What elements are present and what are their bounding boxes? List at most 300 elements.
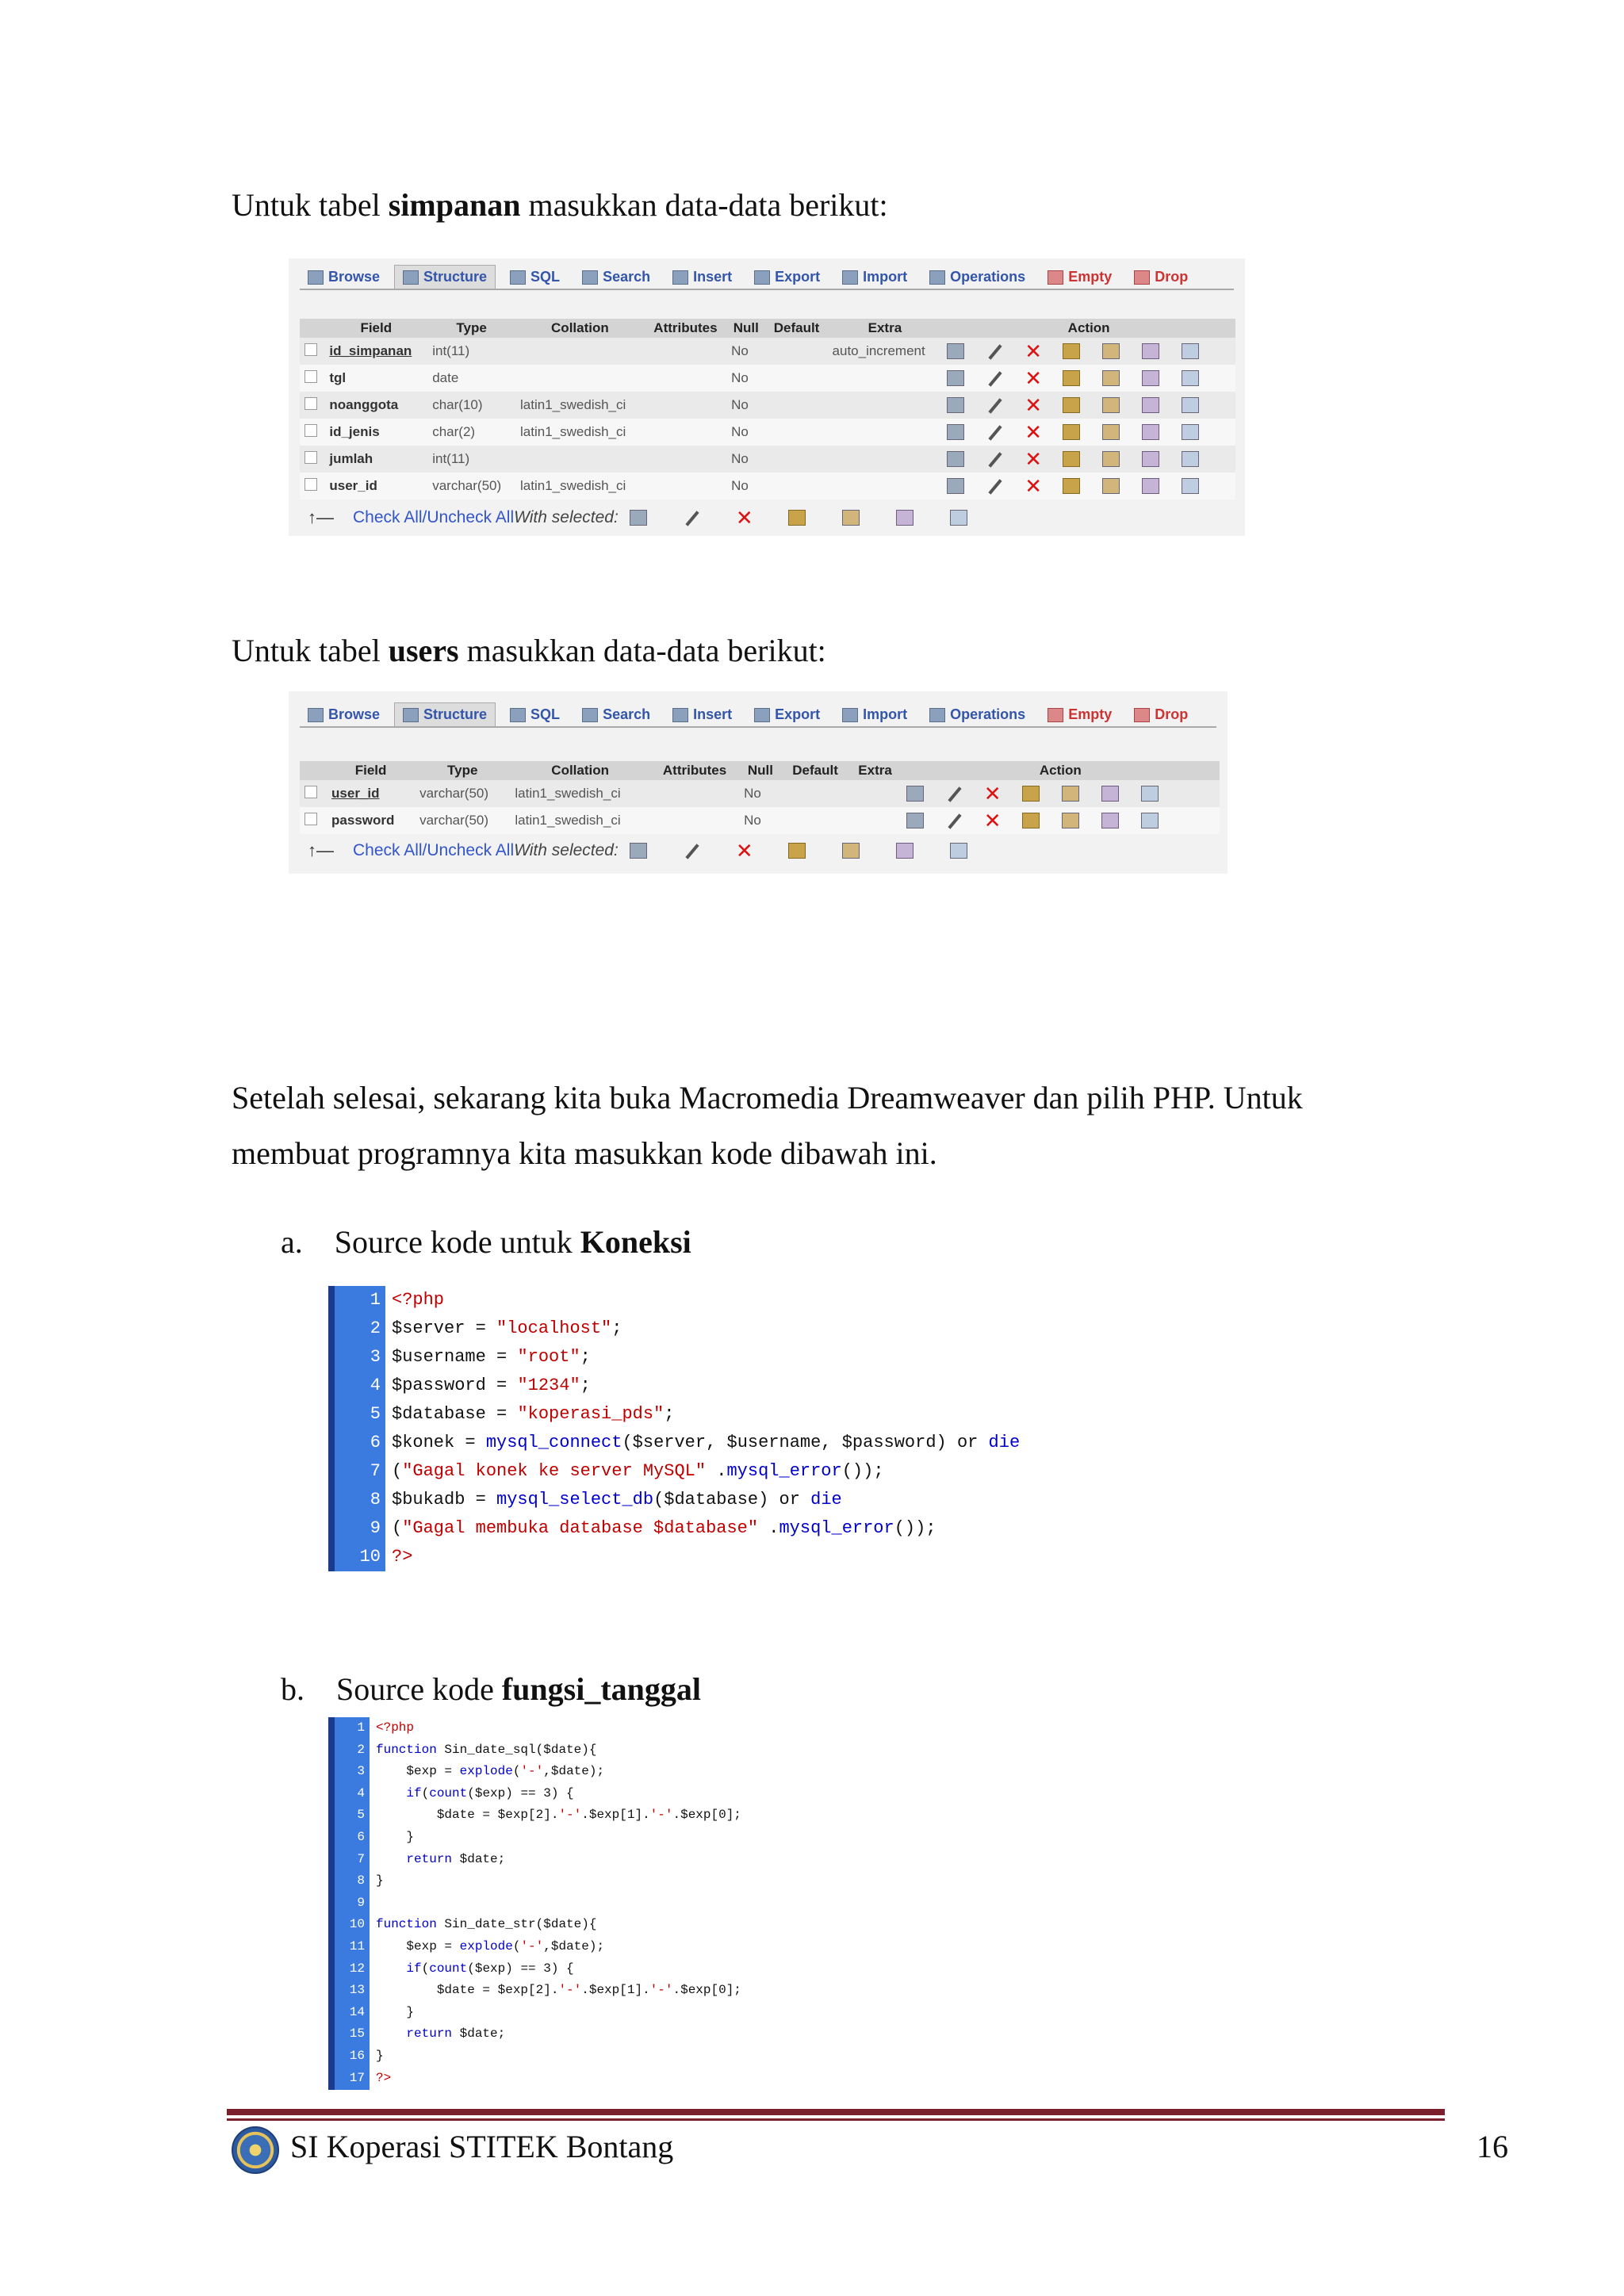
browse-distinct-icon[interactable] <box>947 424 964 440</box>
table-row <box>300 392 1235 419</box>
cell-default <box>766 419 828 446</box>
tab-export[interactable] <box>746 703 828 726</box>
fulltext-icon[interactable] <box>1182 370 1199 386</box>
text: Untuk tabel <box>232 633 389 668</box>
action-icons <box>906 786 1215 802</box>
line-number: 9 <box>370 1518 381 1538</box>
action-cell <box>942 392 1235 419</box>
unique-icon[interactable] <box>1062 786 1079 802</box>
index-icon[interactable] <box>1142 397 1159 413</box>
code-line: $server = "localhost"; <box>392 1318 622 1338</box>
cell-field: jumlah <box>324 446 427 473</box>
column-header: Null <box>739 761 782 780</box>
tab-label: Import <box>863 269 908 285</box>
tab-label: Structure <box>423 706 488 722</box>
row-select-cell <box>300 392 324 419</box>
code-line: $bukadb = mysql_select_db($database) or die <box>392 1490 842 1510</box>
edit-icon[interactable] <box>986 451 1002 467</box>
browse-distinct-icon[interactable] <box>630 510 647 526</box>
table-row <box>300 419 1235 446</box>
pma-structure-users <box>289 691 1228 874</box>
unique-icon[interactable] <box>1102 370 1120 386</box>
index-icon[interactable] <box>1142 370 1159 386</box>
code-line: return $date; <box>406 2026 506 2042</box>
list-marker: a. <box>281 1224 303 1260</box>
drop-icon[interactable] <box>1025 452 1040 466</box>
unique-icon[interactable] <box>1102 478 1120 494</box>
line-number: 7 <box>357 1851 365 1866</box>
code-line: ("Gagal membuka database $database" .mysql_error()); <box>392 1518 936 1538</box>
bulk-action-icons <box>630 843 967 859</box>
table-name-users: users <box>388 633 459 668</box>
code-line: <?php <box>392 1290 445 1310</box>
code-line: $konek = mysql_connect($server, $username, $password) or die <box>392 1433 1021 1452</box>
tab-label: Drop <box>1155 269 1189 285</box>
edit-icon[interactable] <box>684 843 699 859</box>
table-row <box>300 473 1235 499</box>
column-header: Collation <box>510 761 650 780</box>
footer-rule <box>227 2109 1445 2115</box>
check-all-link[interactable]: Check All <box>353 508 423 526</box>
text: Source kode untuk <box>334 1224 580 1260</box>
action-icons <box>947 451 1231 467</box>
cell-collation <box>515 338 645 365</box>
fulltext-icon[interactable] <box>950 843 967 859</box>
code-line: $exp = explode('-',$date); <box>376 1939 605 1954</box>
code-line: <?php <box>376 1720 415 1735</box>
cell-default <box>766 365 828 392</box>
import-icon <box>842 270 858 285</box>
table-row <box>300 807 1220 834</box>
edit-icon[interactable] <box>684 510 699 526</box>
line-number: 4 <box>357 1785 365 1800</box>
operations-icon <box>929 708 945 722</box>
cell-collation: latin1_swedish_ci <box>515 392 645 419</box>
fulltext-icon[interactable] <box>1141 813 1159 828</box>
tab-label: Insert <box>693 269 733 285</box>
primary-key-icon[interactable] <box>1022 813 1040 828</box>
line-number: 1 <box>370 1290 381 1310</box>
primary-key-icon[interactable] <box>788 510 806 526</box>
cell-null: No <box>726 365 765 392</box>
cell-attributes <box>645 365 726 392</box>
row-select-cell <box>300 780 327 807</box>
check-row <box>308 840 967 861</box>
unique-icon[interactable] <box>842 843 860 859</box>
fulltext-icon[interactable] <box>1182 397 1199 413</box>
import-icon <box>842 708 858 722</box>
line-number: 2 <box>370 1318 381 1338</box>
line-number: 11 <box>349 1939 365 1954</box>
code-line: $date = $exp[2].'-'.$exp[1].'-'.$exp[0]; <box>376 1808 741 1823</box>
tab-operations[interactable] <box>921 266 1033 289</box>
unique-icon[interactable] <box>1102 451 1120 467</box>
cell-attributes <box>645 446 726 473</box>
column-header <box>300 761 327 780</box>
table-row <box>300 446 1235 473</box>
line-number: 1 <box>357 1720 365 1735</box>
row-select-cell <box>300 365 324 392</box>
tab-operations[interactable] <box>921 703 1033 726</box>
drop-icon[interactable] <box>1025 398 1040 412</box>
list-item-a <box>281 1215 691 1270</box>
row-select-cell <box>300 473 324 499</box>
index-icon[interactable] <box>1101 813 1119 828</box>
fulltext-icon[interactable] <box>1182 451 1199 467</box>
fulltext-icon[interactable] <box>1182 343 1199 359</box>
drop-icon <box>1134 708 1150 722</box>
tab-search[interactable] <box>574 266 658 289</box>
index-icon[interactable] <box>896 510 914 526</box>
cell-type: date <box>427 365 515 392</box>
column-header: Field <box>324 319 427 338</box>
action-cell <box>902 780 1220 807</box>
row-checkbox[interactable] <box>304 397 317 410</box>
tab-browse[interactable] <box>300 703 388 726</box>
tab-drop[interactable] <box>1126 266 1196 289</box>
browse-distinct-icon[interactable] <box>947 397 964 413</box>
action-cell <box>902 807 1220 834</box>
cell-collation: latin1_swedish_ci <box>515 419 645 446</box>
search-icon <box>582 708 598 722</box>
row-checkbox[interactable] <box>304 451 317 464</box>
cell-type: int(11) <box>427 446 515 473</box>
primary-key-icon[interactable] <box>1063 478 1080 494</box>
line-number: 12 <box>349 1961 365 1976</box>
line-number: 2 <box>357 1742 365 1757</box>
cell-attributes <box>645 419 726 446</box>
row-checkbox[interactable] <box>304 478 317 491</box>
tab-label: Search <box>603 269 651 285</box>
cell-null: No <box>726 392 765 419</box>
tab-empty[interactable] <box>1040 266 1120 289</box>
tab-export[interactable] <box>746 266 828 289</box>
cell-extra <box>828 392 943 419</box>
line-number: 7 <box>370 1461 381 1481</box>
structure-table-simpanan <box>300 319 1235 499</box>
action-icons <box>947 397 1231 413</box>
action-icons <box>947 424 1231 440</box>
drop-icon[interactable] <box>736 844 752 858</box>
structure-icon <box>403 708 419 722</box>
table-row <box>300 780 1220 807</box>
drop-icon[interactable] <box>1025 344 1040 358</box>
browse-icon <box>308 708 324 722</box>
index-icon[interactable] <box>1101 786 1119 802</box>
primary-key-icon[interactable] <box>1063 397 1080 413</box>
table-row <box>300 365 1235 392</box>
index-icon[interactable] <box>896 843 914 859</box>
pma-structure-simpanan <box>289 258 1245 536</box>
row-select-cell <box>300 807 327 834</box>
line-number: 8 <box>357 1873 365 1888</box>
cell-collation: latin1_swedish_ci <box>510 780 650 807</box>
code-line: $date = $exp[2].'-'.$exp[1].'-'.$exp[0]; <box>376 1983 741 1998</box>
page-number: 16 <box>1477 2129 1508 2164</box>
primary-key-icon[interactable] <box>1063 424 1080 440</box>
column-header: Default <box>766 319 828 338</box>
tab-label: Browse <box>328 706 381 722</box>
export-icon <box>754 708 770 722</box>
cell-default <box>782 780 849 807</box>
unique-icon[interactable] <box>1102 424 1120 440</box>
line-number: 15 <box>349 2026 365 2042</box>
line-number: 14 <box>349 2004 365 2019</box>
sql-icon <box>510 270 526 285</box>
bold-term: Koneksi <box>580 1224 691 1260</box>
cell-type: int(11) <box>427 338 515 365</box>
select-arrow-icon: ↑— <box>308 840 334 860</box>
fulltext-icon[interactable] <box>1182 424 1199 440</box>
tab-label: SQL <box>530 706 561 722</box>
line-number: 6 <box>357 1830 365 1844</box>
search-icon <box>582 270 598 285</box>
code-line: if(count($exp) == 3) { <box>406 1785 574 1800</box>
operations-icon <box>929 270 945 285</box>
tab-label: Empty <box>1068 706 1113 722</box>
fulltext-icon[interactable] <box>1182 478 1199 494</box>
row-checkbox[interactable] <box>304 786 317 798</box>
column-header: Collation <box>515 319 645 338</box>
cell-extra <box>828 419 943 446</box>
tab-browse[interactable] <box>300 266 388 289</box>
cell-field: tgl <box>324 365 427 392</box>
tab-structure[interactable] <box>394 265 496 289</box>
tab-label: Search <box>603 706 651 722</box>
primary-key-icon[interactable] <box>1063 343 1080 359</box>
primary-key-icon[interactable] <box>1063 370 1080 386</box>
fulltext-icon[interactable] <box>950 510 967 526</box>
text: masukkan data-data berikut: <box>520 187 888 223</box>
drop-icon[interactable] <box>736 511 752 525</box>
cell-null: No <box>726 473 765 499</box>
column-header: Extra <box>848 761 901 780</box>
edit-icon[interactable] <box>946 786 962 802</box>
column-header: Attributes <box>645 319 726 338</box>
cell-attributes <box>645 338 726 365</box>
with-selected-label: With selected: <box>514 508 619 526</box>
index-icon[interactable] <box>1142 451 1159 467</box>
code-block-fungsi-tanggal <box>328 1717 842 2090</box>
code-line: ?> <box>376 2070 392 2085</box>
code-line: ("Gagal konek ke server MySQL" .mysql_error()); <box>392 1461 884 1481</box>
browse-distinct-icon[interactable] <box>947 451 964 467</box>
cell-type: varchar(50) <box>415 780 510 807</box>
tab-label: Export <box>775 269 821 285</box>
index-icon[interactable] <box>1142 343 1159 359</box>
check-row <box>308 507 967 528</box>
browse-distinct-icon[interactable] <box>630 843 647 859</box>
drop-icon[interactable] <box>984 813 1000 828</box>
browse-distinct-icon[interactable] <box>906 786 924 802</box>
with-selected-label: With selected: <box>514 841 619 859</box>
unique-icon[interactable] <box>1062 813 1079 828</box>
browse-distinct-icon[interactable] <box>906 813 924 828</box>
primary-key-icon[interactable] <box>1063 451 1080 467</box>
tab-search[interactable] <box>574 703 658 726</box>
code-line: } <box>376 2004 415 2019</box>
edit-icon[interactable] <box>986 370 1002 386</box>
edit-icon[interactable] <box>986 424 1002 440</box>
cell-default <box>766 338 828 365</box>
uncheck-all-link[interactable]: Uncheck All <box>427 841 515 859</box>
drop-icon[interactable] <box>1025 371 1040 385</box>
cell-attributes <box>645 473 726 499</box>
edit-icon[interactable] <box>986 343 1002 359</box>
column-header: Action <box>902 761 1220 780</box>
code-line: return $date; <box>406 1851 506 1866</box>
row-select-cell <box>300 338 324 365</box>
tab-label: Export <box>775 706 821 722</box>
text: masukkan data-data berikut: <box>458 633 826 668</box>
cell-type: varchar(50) <box>415 807 510 834</box>
tab-sql[interactable] <box>502 266 568 289</box>
cell-field: user_id <box>324 473 427 499</box>
cell-extra <box>828 473 943 499</box>
cell-field: id_jenis <box>324 419 427 446</box>
line-number: 5 <box>370 1404 381 1424</box>
line-number: 13 <box>349 1983 365 1998</box>
column-header <box>300 319 324 338</box>
drop-icon[interactable] <box>1025 479 1040 493</box>
tab-insert[interactable] <box>665 266 740 289</box>
browse-distinct-icon[interactable] <box>947 370 964 386</box>
action-cell <box>942 446 1235 473</box>
tab-label: Import <box>863 706 908 722</box>
line-number: 5 <box>357 1808 365 1823</box>
browse-distinct-icon[interactable] <box>947 478 964 494</box>
tab-label: Operations <box>950 706 1026 722</box>
paragraph-dreamweaver <box>232 1070 1303 1181</box>
unique-icon[interactable] <box>1102 397 1120 413</box>
code-line: $database = "koperasi_pds"; <box>392 1404 675 1424</box>
action-cell <box>942 365 1235 392</box>
action-cell <box>942 419 1235 446</box>
cell-type: varchar(50) <box>427 473 515 499</box>
tab-label: Empty <box>1068 269 1113 285</box>
line-number: 6 <box>370 1433 381 1452</box>
row-select-cell <box>300 419 324 446</box>
column-header: Type <box>427 319 515 338</box>
row-checkbox[interactable] <box>304 813 317 825</box>
tab-label: Structure <box>423 269 488 285</box>
tab-drop[interactable] <box>1126 703 1196 726</box>
tab-import[interactable] <box>834 703 915 726</box>
cell-type: char(10) <box>427 392 515 419</box>
line-number: 10 <box>349 1917 365 1932</box>
column-header: Attributes <box>650 761 739 780</box>
tab-label: SQL <box>530 269 561 285</box>
cell-type: char(2) <box>427 419 515 446</box>
primary-key-icon[interactable] <box>1022 786 1040 802</box>
uncheck-all-link[interactable]: Uncheck All <box>427 508 515 526</box>
check-all-link[interactable]: Check All <box>353 841 423 859</box>
export-icon <box>754 270 770 285</box>
action-icons <box>947 478 1231 494</box>
line-number: 10 <box>359 1547 381 1567</box>
code-line: $password = "1234"; <box>392 1376 591 1395</box>
unique-icon[interactable] <box>1102 343 1120 359</box>
row-select-cell <box>300 446 324 473</box>
column-header: Extra <box>828 319 943 338</box>
code-line: $exp = explode('-',$date); <box>376 1764 605 1779</box>
cell-field: noanggota <box>324 392 427 419</box>
code-block-koneksi <box>328 1286 1096 1571</box>
cell-attributes <box>650 807 739 834</box>
text: Source kode <box>336 1671 502 1707</box>
fulltext-icon[interactable] <box>1141 786 1159 802</box>
row-checkbox[interactable] <box>304 343 317 356</box>
column-header: Default <box>782 761 849 780</box>
code-line: } <box>376 2049 384 2063</box>
cell-null: No <box>726 446 765 473</box>
footer-rule-thin <box>227 2118 1445 2121</box>
tab-label: Browse <box>328 269 381 285</box>
action-icons <box>947 370 1231 386</box>
tab-sql[interactable] <box>502 703 568 726</box>
table-row <box>300 338 1235 365</box>
unique-icon[interactable] <box>842 510 860 526</box>
select-arrow-icon: ↑— <box>308 507 334 527</box>
drop-icon[interactable] <box>1025 425 1040 439</box>
edit-icon[interactable] <box>946 813 962 828</box>
code-line: function Sin_date_sql($date){ <box>376 1742 597 1757</box>
cell-null: No <box>739 807 782 834</box>
cell-extra: auto_increment <box>828 338 943 365</box>
cell-default <box>766 473 828 499</box>
tab-insert[interactable] <box>665 703 740 726</box>
cell-extra <box>848 807 901 834</box>
cell-collation <box>515 446 645 473</box>
link-separator: / <box>422 508 427 526</box>
sql-icon <box>510 708 526 722</box>
edit-icon[interactable] <box>986 397 1002 413</box>
tab-empty[interactable] <box>1040 703 1120 726</box>
browse-icon <box>308 270 324 285</box>
cell-collation: latin1_swedish_ci <box>510 807 650 834</box>
column-header: Field <box>327 761 415 780</box>
row-checkbox[interactable] <box>304 370 317 383</box>
tab-structure[interactable] <box>394 702 496 726</box>
paragraph-users <box>232 623 826 679</box>
cell-default <box>766 446 828 473</box>
index-icon[interactable] <box>1142 424 1159 440</box>
action-cell <box>942 473 1235 499</box>
column-header: Null <box>726 319 765 338</box>
cell-null: No <box>726 419 765 446</box>
index-icon[interactable] <box>1142 478 1159 494</box>
line-number: 3 <box>370 1347 381 1367</box>
paragraph-simpanan <box>232 178 888 233</box>
code-line: } <box>376 1873 384 1888</box>
text-line: membuat programnya kita masukkan kode dibawah ini. <box>232 1135 937 1171</box>
list-marker: b. <box>281 1671 304 1707</box>
tab-import[interactable] <box>834 266 915 289</box>
row-checkbox[interactable] <box>304 424 317 437</box>
table-name-simpanan: simpanan <box>388 187 521 223</box>
bold-term: fungsi_tanggal <box>501 1671 701 1707</box>
browse-distinct-icon[interactable] <box>947 343 964 359</box>
insert-icon <box>672 270 688 285</box>
edit-icon[interactable] <box>986 478 1002 494</box>
primary-key-icon[interactable] <box>788 843 806 859</box>
line-number: 3 <box>357 1764 365 1779</box>
cell-extra <box>848 780 901 807</box>
tab-label: Operations <box>950 269 1026 285</box>
structure-table-users <box>300 761 1220 834</box>
drop-icon[interactable] <box>984 786 1000 801</box>
line-number: 17 <box>349 2070 365 2085</box>
